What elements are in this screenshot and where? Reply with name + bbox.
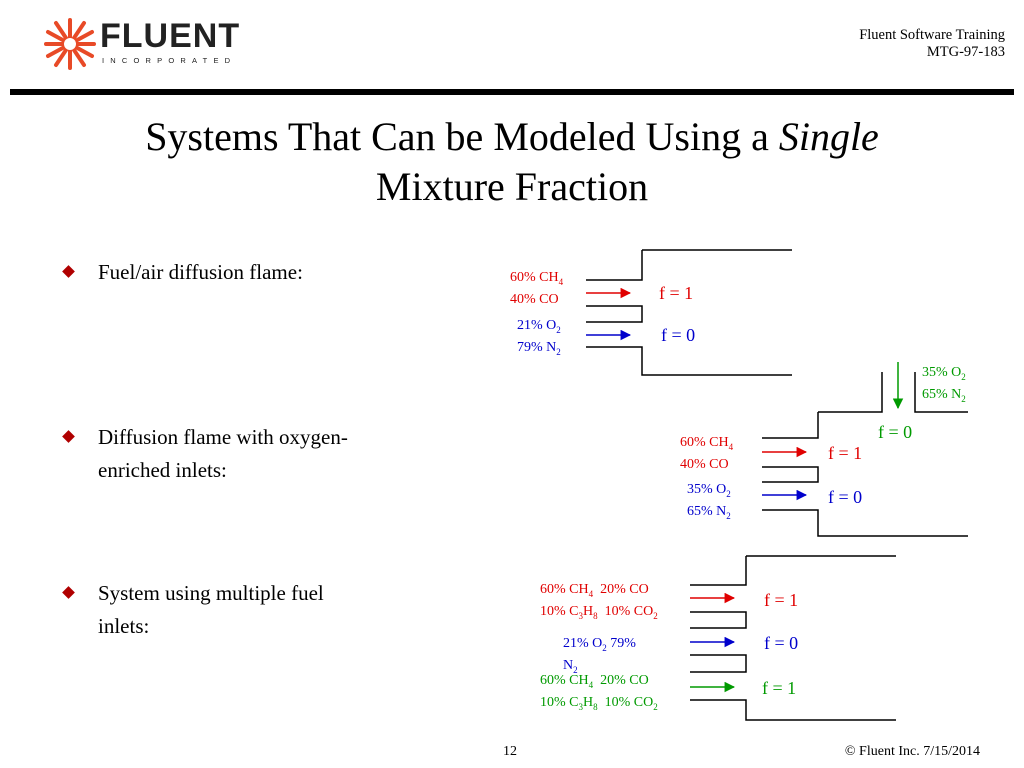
d1-f-ox: f = 0 — [661, 325, 696, 345]
bullet-1-text: Fuel/air diffusion flame: — [98, 260, 303, 284]
copyright: © Fluent Inc. 7/15/2014 — [844, 744, 980, 759]
d2-top-label: 35% $O_2$ 65% $N_2$ — [922, 365, 966, 404]
d2-ox-label: 35% $O_2$ 65% $N_2$ — [687, 482, 731, 521]
bullet-3-text: System using multiple fuel inlets: — [98, 581, 324, 638]
d3-ox-label: 21% $O_2$ 79% $N_2$ — [563, 636, 636, 675]
d1-ox-label: 21% $O_2$ 79% $N_2$ — [517, 318, 561, 357]
d3-f-fuel1: f = 1 — [764, 590, 799, 610]
logo-name: FLUENT — [100, 17, 241, 55]
d2-f-fuel: f = 1 — [828, 443, 863, 463]
d1-f-fuel: f = 1 — [659, 283, 694, 303]
header-code: MTG-97-183 — [926, 44, 1005, 60]
d2-f-ox: f = 0 — [828, 487, 863, 507]
d2-fuel-label: 60% $CH_4$ 40% CO — [680, 435, 734, 472]
title-line-2: Mixture Fraction — [375, 164, 649, 209]
d3-fuel1-label: 60% $CH_4$ 20% CO 10% $C_3H_8$ 10% $CO_2$ — [540, 582, 658, 621]
bullet-2-text: Diffusion flame with oxygen- enriched inlets: — [98, 425, 348, 482]
d2-f-top: f = 0 — [878, 422, 913, 442]
d3-f-ox: f = 0 — [764, 633, 799, 653]
page-number: 12 — [503, 744, 517, 759]
d1-fuel-label: 60% $CH_4$ 40% CO — [510, 270, 564, 307]
diagram-1 — [586, 250, 792, 375]
d3-fuel2-label: 60% $CH_4$ 20% CO 10% $C_3H_8$ 10% $CO_2$ — [540, 673, 658, 712]
title-emphasis: Single — [778, 114, 879, 159]
d3-f-fuel2: f = 1 — [762, 678, 797, 698]
header-course: Fluent Software Training — [859, 27, 1005, 43]
title-text: Systems That Can be Modeled Using a — [145, 114, 779, 159]
logo-subtitle: INCORPORATED — [102, 56, 237, 65]
